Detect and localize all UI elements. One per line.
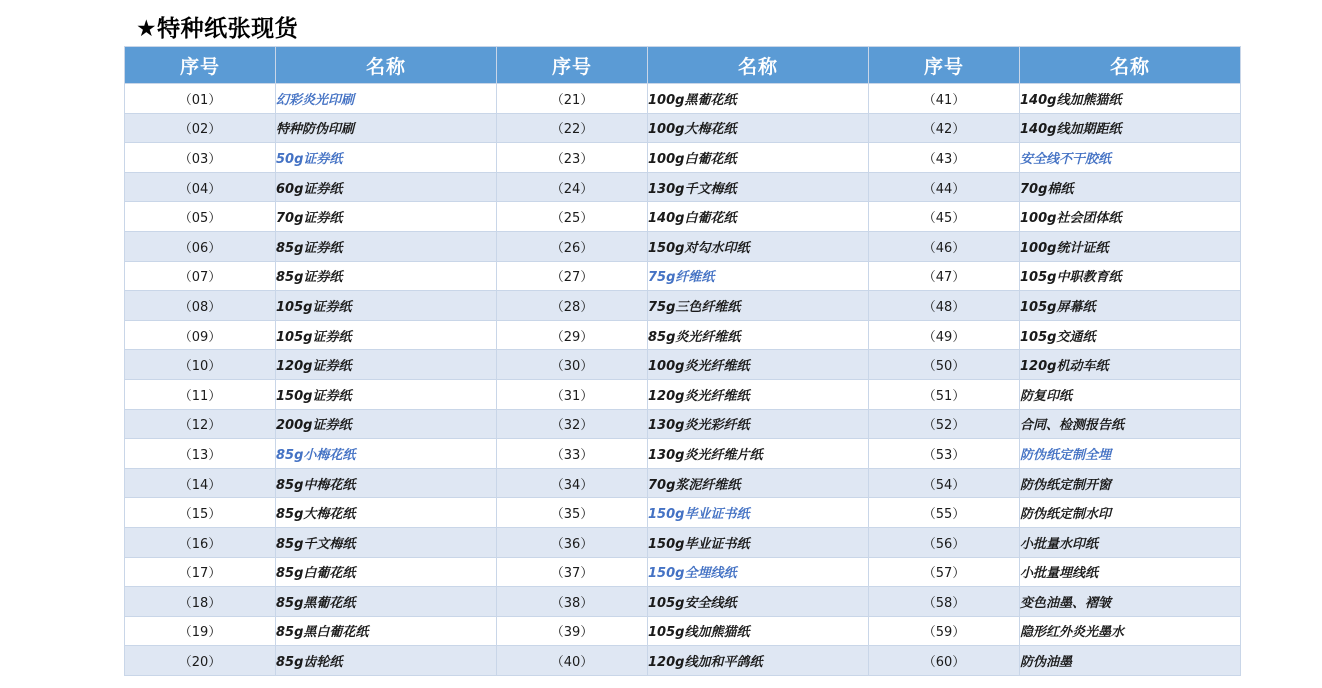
cell-name: 100g白葡花纸	[648, 143, 869, 173]
column-header-name-1: 名称	[276, 47, 497, 84]
column-header-index-3: 序号	[869, 47, 1020, 84]
cell-name: 105g屏幕纸	[1020, 291, 1241, 321]
cell-name: 130g炎光纤维片纸	[648, 439, 869, 469]
table-header-row	[125, 47, 1241, 84]
cell-name-link[interactable]: 50g证券纸	[276, 143, 497, 173]
cell-name: 140g线加期距纸	[1020, 113, 1241, 143]
cell-name-link[interactable]: 150g毕业证书纸	[648, 498, 869, 528]
cell-index: （19）	[125, 616, 276, 646]
cell-name: 防伪油墨	[1020, 646, 1241, 676]
cell-index: （60）	[869, 646, 1020, 676]
cell-index: （44）	[869, 172, 1020, 202]
cell-index: （12）	[125, 409, 276, 439]
cell-name: 150g证券纸	[276, 379, 497, 409]
cell-name: 85g白葡花纸	[276, 557, 497, 587]
table-row	[125, 320, 1241, 350]
column-header-index-1: 序号	[125, 47, 276, 84]
table-row	[125, 587, 1241, 617]
table-row	[125, 143, 1241, 173]
cell-name: 85g齿轮纸	[276, 646, 497, 676]
cell-index: （47）	[869, 261, 1020, 291]
cell-name: 85g黑葡花纸	[276, 587, 497, 617]
cell-name: 105g安全线纸	[648, 587, 869, 617]
cell-name: 140g线加熊猫纸	[1020, 84, 1241, 114]
cell-index: （39）	[497, 616, 648, 646]
cell-index: （20）	[125, 646, 276, 676]
cell-name: 防伪纸定制水印	[1020, 498, 1241, 528]
table-row	[125, 84, 1241, 114]
paper-stock-table	[124, 46, 1241, 676]
cell-name: 防伪纸定制开窗	[1020, 468, 1241, 498]
cell-index: （23）	[497, 143, 648, 173]
table-row	[125, 409, 1241, 439]
column-header-index-2: 序号	[497, 47, 648, 84]
cell-index: （48）	[869, 291, 1020, 321]
cell-name: 100g社会团体纸	[1020, 202, 1241, 232]
table-row	[125, 527, 1241, 557]
cell-index: （17）	[125, 557, 276, 587]
cell-name-link[interactable]: 安全线不干胶纸	[1020, 143, 1241, 173]
table-row	[125, 498, 1241, 528]
table-row	[125, 291, 1241, 321]
cell-index: （27）	[497, 261, 648, 291]
table-row	[125, 646, 1241, 676]
cell-index: （11）	[125, 379, 276, 409]
cell-name: 防复印纸	[1020, 379, 1241, 409]
cell-name-link[interactable]: 85g小梅花纸	[276, 439, 497, 469]
cell-index: （01）	[125, 84, 276, 114]
cell-name: 75g三色纤维纸	[648, 291, 869, 321]
cell-name: 60g证券纸	[276, 172, 497, 202]
cell-name: 140g白葡花纸	[648, 202, 869, 232]
cell-index: （06）	[125, 231, 276, 261]
cell-name: 85g炎光纤维纸	[648, 320, 869, 350]
table-row	[125, 557, 1241, 587]
cell-name-link[interactable]: 幻彩炎光印刷	[276, 84, 497, 114]
cell-index: （32）	[497, 409, 648, 439]
cell-index: （21）	[497, 84, 648, 114]
cell-index: （26）	[497, 231, 648, 261]
cell-name: 105g交通纸	[1020, 320, 1241, 350]
cell-index: （25）	[497, 202, 648, 232]
cell-index: （31）	[497, 379, 648, 409]
cell-index: （54）	[869, 468, 1020, 498]
cell-index: （57）	[869, 557, 1020, 587]
cell-name: 150g对勾水印纸	[648, 231, 869, 261]
cell-name: 85g中梅花纸	[276, 468, 497, 498]
cell-name: 85g大梅花纸	[276, 498, 497, 528]
column-header-name-3: 名称	[1020, 47, 1241, 84]
cell-name: 特种防伪印刷	[276, 113, 497, 143]
cell-name: 120g证券纸	[276, 350, 497, 380]
cell-name: 85g黑白葡花纸	[276, 616, 497, 646]
cell-index: （10）	[125, 350, 276, 380]
cell-index: （07）	[125, 261, 276, 291]
table-row	[125, 261, 1241, 291]
table-header	[125, 47, 1241, 84]
cell-index: （37）	[497, 557, 648, 587]
cell-index: （16）	[125, 527, 276, 557]
table-row	[125, 468, 1241, 498]
cell-index: （15）	[125, 498, 276, 528]
cell-name: 70g棉纸	[1020, 172, 1241, 202]
cell-index: （30）	[497, 350, 648, 380]
cell-index: （49）	[869, 320, 1020, 350]
cell-name: 100g统计证纸	[1020, 231, 1241, 261]
cell-name: 120g炎光纤维纸	[648, 379, 869, 409]
cell-name-link[interactable]: 防伪纸定制全埋	[1020, 439, 1241, 469]
cell-name: 120g机动车纸	[1020, 350, 1241, 380]
paper-stock-table-container	[124, 46, 1234, 676]
cell-index: （33）	[497, 439, 648, 469]
cell-index: （03）	[125, 143, 276, 173]
cell-name: 150g毕业证书纸	[648, 527, 869, 557]
cell-name: 130g炎光彩纤纸	[648, 409, 869, 439]
table-row	[125, 202, 1241, 232]
cell-index: （13）	[125, 439, 276, 469]
cell-index: （35）	[497, 498, 648, 528]
cell-index: （24）	[497, 172, 648, 202]
column-header-name-2: 名称	[648, 47, 869, 84]
cell-index: （58）	[869, 587, 1020, 617]
cell-name-link[interactable]: 75g纤维纸	[648, 261, 869, 291]
cell-name: 120g线加和平鸽纸	[648, 646, 869, 676]
table-row	[125, 439, 1241, 469]
cell-index: （02）	[125, 113, 276, 143]
cell-index: （56）	[869, 527, 1020, 557]
cell-index: （42）	[869, 113, 1020, 143]
cell-name: 105g证券纸	[276, 291, 497, 321]
cell-name: 85g证券纸	[276, 261, 497, 291]
table-row	[125, 231, 1241, 261]
cell-index: （34）	[497, 468, 648, 498]
cell-index: （09）	[125, 320, 276, 350]
cell-name: 变色油墨、褶皱	[1020, 587, 1241, 617]
cell-index: （40）	[497, 646, 648, 676]
cell-index: （38）	[497, 587, 648, 617]
cell-index: （14）	[125, 468, 276, 498]
cell-index: （52）	[869, 409, 1020, 439]
cell-index: （28）	[497, 291, 648, 321]
cell-name: 200g证券纸	[276, 409, 497, 439]
cell-name: 105g中职教育纸	[1020, 261, 1241, 291]
cell-name: 105g线加熊猫纸	[648, 616, 869, 646]
cell-name: 100g黑葡花纸	[648, 84, 869, 114]
cell-name: 70g证券纸	[276, 202, 497, 232]
table-row	[125, 113, 1241, 143]
cell-index: （41）	[869, 84, 1020, 114]
cell-name-link[interactable]: 150g全埋线纸	[648, 557, 869, 587]
table-row	[125, 172, 1241, 202]
cell-name: 85g证券纸	[276, 231, 497, 261]
cell-name: 85g千文梅纸	[276, 527, 497, 557]
cell-index: （59）	[869, 616, 1020, 646]
cell-name: 100g大梅花纸	[648, 113, 869, 143]
page-title: ★特种纸张现货	[136, 16, 299, 42]
cell-index: （05）	[125, 202, 276, 232]
cell-index: （53）	[869, 439, 1020, 469]
cell-name: 小批量水印纸	[1020, 527, 1241, 557]
cell-name: 70g浆泥纤维纸	[648, 468, 869, 498]
cell-index: （51）	[869, 379, 1020, 409]
cell-index: （50）	[869, 350, 1020, 380]
cell-index: （18）	[125, 587, 276, 617]
cell-index: （22）	[497, 113, 648, 143]
cell-index: （55）	[869, 498, 1020, 528]
cell-index: （45）	[869, 202, 1020, 232]
cell-index: （04）	[125, 172, 276, 202]
cell-name: 100g炎光纤维纸	[648, 350, 869, 380]
table-row	[125, 616, 1241, 646]
cell-index: （46）	[869, 231, 1020, 261]
cell-name: 小批量埋线纸	[1020, 557, 1241, 587]
table-row	[125, 350, 1241, 380]
table-body	[125, 84, 1241, 676]
cell-index: （08）	[125, 291, 276, 321]
cell-name: 130g千文梅纸	[648, 172, 869, 202]
cell-name: 隐形红外炎光墨水	[1020, 616, 1241, 646]
cell-index: （29）	[497, 320, 648, 350]
cell-index: （36）	[497, 527, 648, 557]
cell-index: （43）	[869, 143, 1020, 173]
table-row	[125, 379, 1241, 409]
cell-name: 105g证券纸	[276, 320, 497, 350]
cell-name: 合同、检测报告纸	[1020, 409, 1241, 439]
